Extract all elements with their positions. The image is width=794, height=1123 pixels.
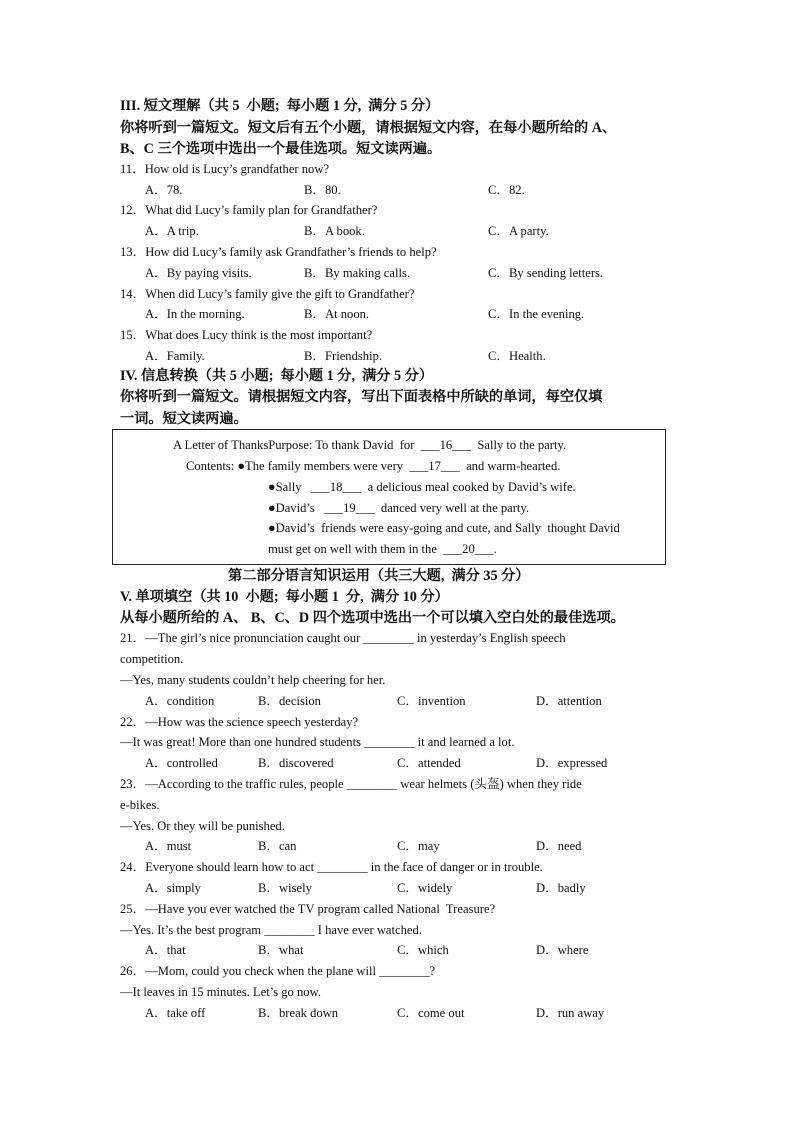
q22-option-c: C．attended (397, 756, 461, 770)
blank-20: ___20___ (443, 542, 494, 556)
q23-option-d: D．need (536, 839, 582, 853)
blank-19: ___19___ (324, 501, 375, 515)
getonwell-text: must get on well with them in the (268, 542, 444, 556)
part2-heading: 第二部分语言知识运用（共三大题, 满分 35 分） (228, 568, 530, 584)
section3-instruction-line1: 你将听到一篇短文。短文后有五个小题，请根据短文内容，在每小题所给的 A、 (120, 120, 617, 136)
info-line-getonwell (268, 541, 497, 557)
q12-option-c: C．A party. (488, 224, 549, 238)
section4-instruction-line2: 一词。短文读两遍。 (120, 411, 248, 427)
q25-option-a: A．that (145, 943, 186, 957)
question-24: 24．Everyone should learn how to act ________ in the face of danger or in trouble. (120, 860, 543, 874)
q26-option-d: D．run away (536, 1006, 605, 1020)
section5-instruction: 从每小题所给的 A、 B、C、D 四个选项中选出一个可以填入空白处的最佳选项。 (120, 610, 625, 626)
q21-option-d: D．attention (536, 694, 602, 708)
sally-text-end: a delicious meal cooked by David’s wife. (361, 480, 576, 494)
q25-option-d: D．where (536, 943, 589, 957)
q23-option-b: B．can (258, 839, 297, 853)
blank-18: ___18___ (310, 480, 362, 494)
q13-option-c: C．By sending letters. (488, 266, 604, 280)
q13-option-b: B．By making calls. (304, 266, 410, 280)
section5-heading: V. 单项填空（共 10 小题; 每小题 1 分, 满分 10 分） (120, 589, 449, 605)
blank-17: ___17___ (409, 459, 460, 473)
contents-text: Contents: ●The family members were very (186, 459, 410, 473)
question-21: 21．—The girl’s nice pronunciation caught our ________ in yesterday’s English speech (120, 631, 566, 645)
david-text-end: danced very well at the party. (374, 501, 530, 515)
q21-option-b: B．decision (258, 694, 321, 708)
q24-option-b: B．wisely (258, 881, 312, 895)
question-26-reply: —It leaves in 15 minutes. Let’s go now. (120, 985, 322, 999)
q15-option-a: A．Family. (145, 349, 205, 363)
q11-option-b: B．80. (304, 183, 341, 197)
q22-option-d: D．expressed (536, 756, 608, 770)
info-line-david (268, 500, 529, 516)
q22-option-a: A．controlled (145, 756, 218, 770)
q26-option-c: C．come out (397, 1006, 465, 1020)
question-14: 14．When did Lucy’s family give the gift to Grandfather? (120, 287, 415, 301)
question-22: 22．—How was the science speech yesterday? (120, 715, 359, 729)
question-25-reply: —Yes. It’s the best program ________ I have ever watched. (120, 923, 422, 937)
question-23-reply: —Yes. Or they will be punished. (120, 819, 285, 833)
q11-option-c: C．82. (488, 183, 525, 197)
getonwell-text-end: . (493, 542, 497, 556)
purpose-text: A Letter of ThanksPurpose: To thank David for (173, 438, 421, 452)
q25-option-b: B．what (258, 943, 304, 957)
q22-option-b: B．discovered (258, 756, 334, 770)
q15-option-b: B．Friendship. (304, 349, 383, 363)
question-15: 15．What does Lucy think is the most important? (120, 328, 373, 342)
q21-option-c: C．invention (397, 694, 466, 708)
q23-option-a: A．must (145, 839, 192, 853)
question-13: 13．How did Lucy’s family ask Grandfather’s friends to help? (120, 245, 437, 259)
blank-16: ___16___ (420, 438, 472, 452)
q14-option-c: C．In the evening. (488, 307, 585, 321)
q26-option-a: A．take off (145, 1006, 206, 1020)
question-26: 26．—Mom, could you check when the plane will ________? (120, 964, 436, 978)
question-25: 25．—Have you ever watched the TV program called National Treasure? (120, 902, 496, 916)
q21-option-a: A．condition (145, 694, 215, 708)
q13-option-a: A．By paying visits. (145, 266, 252, 280)
q14-option-a: A．In the morning. (145, 307, 245, 321)
q24-option-c: C．widely (397, 881, 453, 895)
question-21-reply: —Yes, many students couldn’t help cheering for her. (120, 673, 386, 687)
q23-option-c: C．may (397, 839, 440, 853)
contents-text-end: and warm-hearted. (459, 459, 561, 473)
sally-text: ●Sally (268, 480, 311, 494)
q11-option-a: A．78. (145, 183, 183, 197)
q12-option-b: B．A book. (304, 224, 365, 238)
question-11: 11．How old is Lucy’s grandfather now? (120, 162, 330, 176)
q25-option-c: C．which (397, 943, 449, 957)
question-22-reply: —It was great! More than one hundred students ________ it and learned a lot. (120, 735, 515, 749)
q15-option-c: C．Health. (488, 349, 546, 363)
david-text: ●David’s (268, 501, 325, 515)
info-line-contents (186, 458, 560, 474)
section3-heading: III. 短文理解（共 5 小题; 每小题 1 分, 满分 5 分） (120, 98, 440, 114)
purpose-text-end: Sally to the party. (471, 438, 567, 452)
section4-instruction-line1: 你将听到一篇短文。请根据短文内容，写出下面表格中所缺的单词，每空仅填 (120, 389, 603, 405)
question-23-cont: e-bikes. (120, 798, 160, 812)
info-line-friends: ●David’s friends were easy-going and cute, and Sally thought David (268, 521, 620, 535)
section3-instruction-line2: B、C 三个选项中选出一个最佳选项。短文读两遍。 (120, 141, 442, 157)
question-21-cont: competition. (120, 652, 184, 666)
q24-option-a: A．simply (145, 881, 201, 895)
info-line-purpose (173, 437, 566, 453)
q24-option-d: D．badly (536, 881, 586, 895)
info-line-sally (268, 479, 576, 495)
question-23: 23．—According to the traffic rules, people ________ wear helmets (头盔) when they ride (120, 777, 582, 791)
section4-heading: IV. 信息转换（共 5 小题; 每小题 1 分, 满分 5 分） (120, 368, 434, 384)
q14-option-b: B．At noon. (304, 307, 370, 321)
question-12: 12．What did Lucy’s family plan for Grandfather? (120, 203, 378, 217)
q26-option-b: B．break down (258, 1006, 339, 1020)
q12-option-a: A．A trip. (145, 224, 199, 238)
